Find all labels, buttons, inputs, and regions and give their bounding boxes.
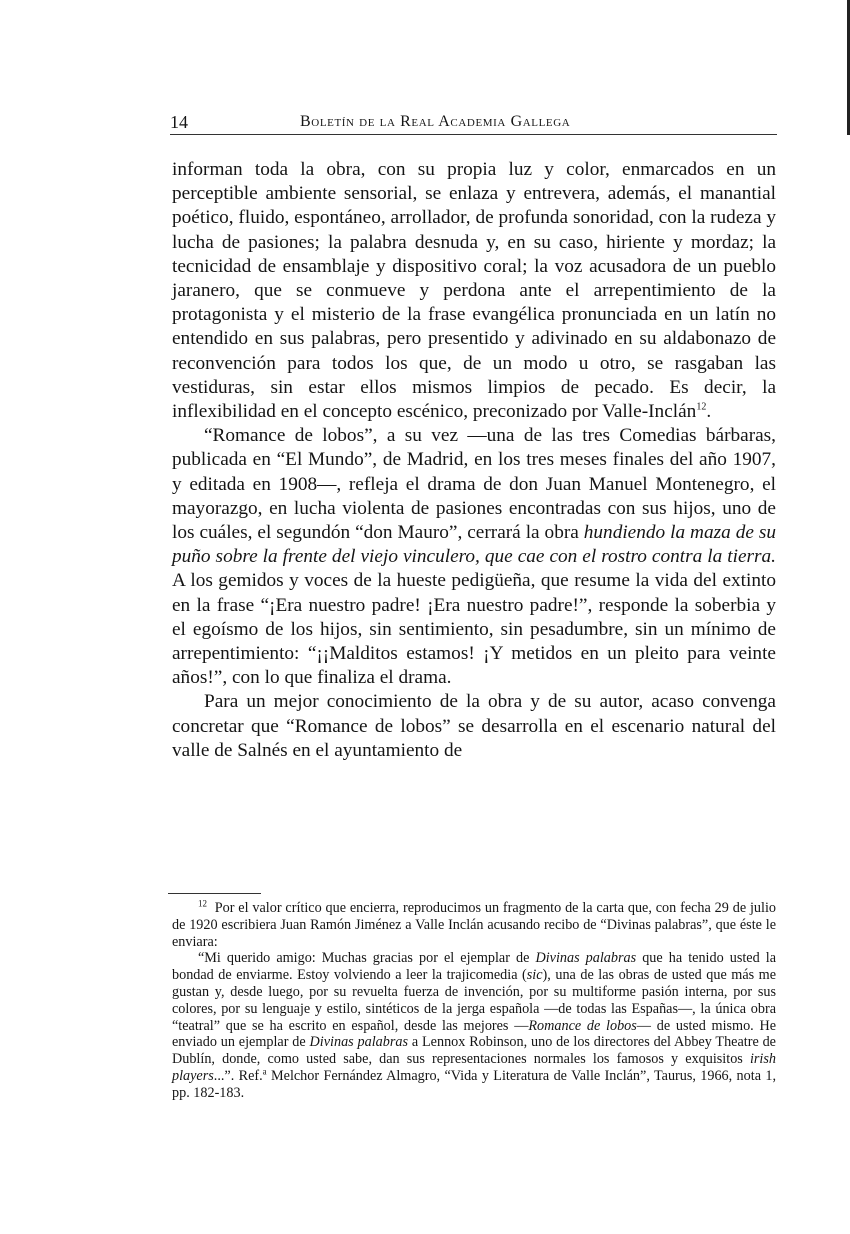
footnote-quote-e: a Lennox Robinson, uno de los directores del Abbey Theatre de Dublín, donde, como usted sabe, dan sus representaciones normales los famosos y exquisitos bbox=[172, 1034, 776, 1068]
paragraph-1-end: . bbox=[706, 401, 712, 423]
footnote-intro bbox=[172, 900, 776, 950]
footnote-intro-text: Por el valor crítico que encierra, reproducimos un fragmento de la carta que, con fecha 29 de julio de 1920 escribiera Juan Ramón Jiménez a Valle Inclán acusando recibo de “Divinas palabras”, que éste le enviara: bbox=[172, 900, 776, 950]
paragraph-2-part-b: A los gemidos y voces de la hueste pedigüeña, que resume la vida del extinto en la frase “¡Era nuestro padre! ¡Era nuestro padre!”, responde la soberbia y el egoísmo de los hijos, sin sentimiento, sin pesadumbre, sin un mínimo de arrepentimiento: “¡¡Malditos estamos! ¡Y metidos en un pleito para veinte años!”, con lo que finaliza el drama. bbox=[172, 570, 776, 689]
paragraph-3-text: Para un mejor conocimiento de la obra y de su autor, acaso convenga concretar que “Romance de lobos” se desarrolla en el escenario natural del valle de Salnés en el ayuntamiento de bbox=[172, 691, 776, 761]
footnote-ref-superscript: a bbox=[262, 1066, 267, 1077]
footnote-quote-c: ), una de las obras de usted que más me gustan y, desde luego, por su revuelta fuerza de invención, por su multiforme pasión interna, por sus colores, por su lenguaje y estilo, sintéticos de la jerga española —de todas las Españas—, la única obra “teatral” que se ha escrito en español, desde las mejores — bbox=[172, 967, 776, 1034]
paragraph-3 bbox=[172, 690, 776, 763]
paragraph-1 bbox=[172, 158, 776, 424]
footnote-quote-b: que ha tenido usted la bondad de enviarme. Estoy volviendo a leer la trajicomedia ( bbox=[172, 950, 776, 984]
footnote-italic-irish-players: irish players bbox=[172, 1051, 776, 1084]
paragraph-2-part-a: “Romance de lobos”, a su vez —una de las tres Comedias bárbaras, publicada en “El Mundo”, de Madrid, en los tres meses finales del año 1907, y editada en 1908—, refleja el drama de don Juan Manuel Montenegro, el mayorazgo, en lucha violenta de pasiones encontradas con sus hijos, uno de los cuáles, el segundón “don Mauro”, cerrará la obra bbox=[172, 425, 776, 544]
footnote-divider bbox=[168, 893, 261, 894]
note-ref-12: 12 bbox=[696, 401, 707, 413]
footnote-12 bbox=[172, 900, 776, 1102]
footnote-italic-title-3: Divinas palabras bbox=[309, 1034, 408, 1051]
footnote-italic-title-2: Romance de lobos bbox=[528, 1017, 637, 1034]
body-text bbox=[172, 158, 776, 763]
footnote-number: 12 bbox=[198, 898, 207, 909]
footnote-quote-f: ...”. Ref. bbox=[213, 1067, 263, 1084]
footnote-italic-sic: sic bbox=[526, 967, 543, 984]
page-number: 14 bbox=[170, 112, 188, 132]
paragraph-2 bbox=[172, 424, 776, 690]
running-head: Boletín de la Real Academia Gallega bbox=[300, 113, 571, 130]
footnote-quote-g: Melchor Fernández Almagro, “Vida y Literatura de Valle Inclán”, Taurus, 1966, nota 1, pp. 182-183. bbox=[172, 1067, 776, 1101]
paragraph-1-text: informan toda la obra, con su propia luz y color, enmarcados en un perceptible ambiente sensorial, se enlaza y entrevera, además, el manantial poético, fluido, espontáneo, arrollador, de profunda sonoridad, con la rudeza y lucha de pasiones; la palabra desnuda y, en su caso, hiriente y mordaz; la tecnicidad de ensamblaje y dispositivo coral; la voz acusadora de un pueblo jaranero, que se conmueve y perdona ante el arrepentimiento de la protagonista y el misterio de la frase evangélica pronunciada en un latín no entendido en sus palabras, pero presentido y adivinado en su aldabonazo de reconvención para todos los que, de un modo u otro, se rasgaban las vestiduras, sin estar ellos mismos limpios de pecado. Es decir, la inflexibilidad en el concepto escénico, preconizado por Valle-Inclán bbox=[172, 159, 776, 423]
footnote-quote bbox=[172, 950, 776, 1101]
footnote-italic-title-1: Divinas palabras bbox=[535, 950, 637, 967]
paragraph-2-quote-italic: hundiendo la maza de su puño sobre la frente del viejo vinculero, que cae con el rostro contra la tierra. bbox=[172, 522, 776, 568]
footnote-quote-d: — de usted mismo. He enviado un ejemplar de bbox=[172, 1017, 776, 1051]
page-header bbox=[170, 110, 777, 135]
footnote-quote-a: “Mi querido amigo: Muchas gracias por el ejemplar de bbox=[198, 950, 536, 967]
